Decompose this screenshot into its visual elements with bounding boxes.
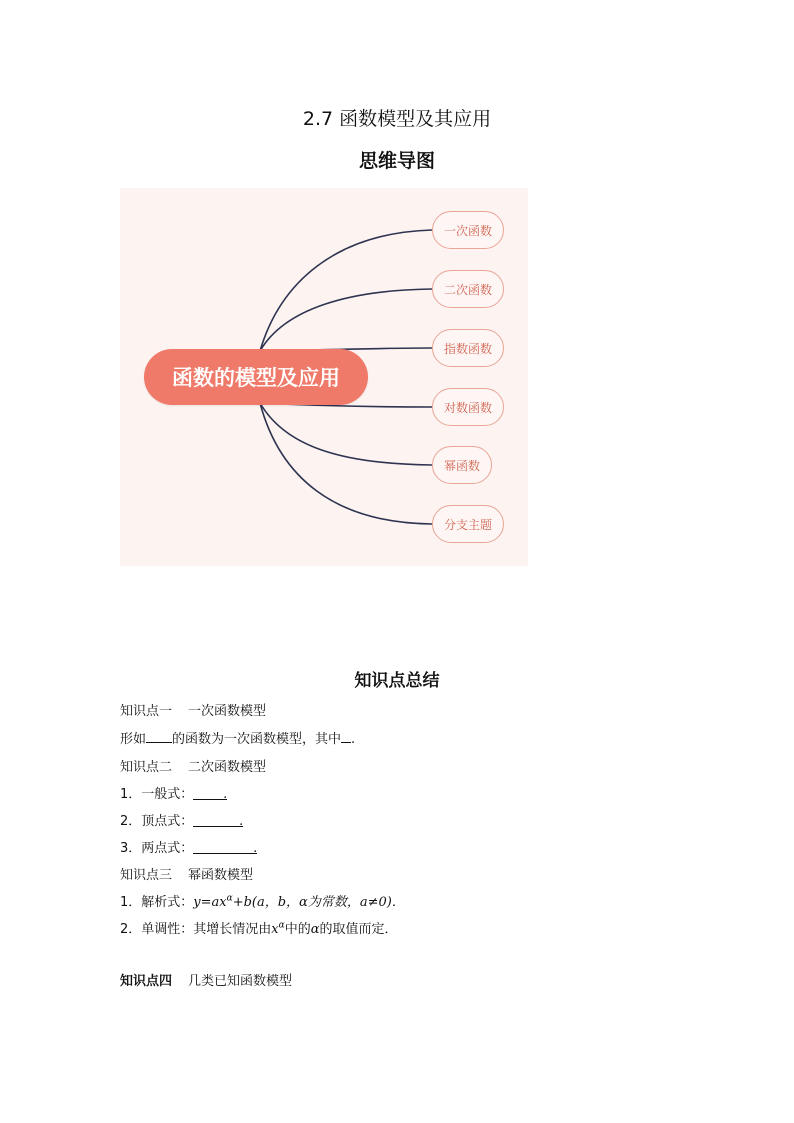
k3-item-1: 1．解析式：$y=ax^\alpha+b(a$，b，α为常数，a≠0)． <box>120 893 405 910</box>
k2-item-1: 1．一般式： . <box>120 787 228 802</box>
blank: . <box>193 814 243 827</box>
connector-5 <box>260 403 432 465</box>
branch-power: 幂函数 <box>432 446 492 484</box>
k2-item-3: 3．两点式： . <box>120 841 258 856</box>
branch-topic: 分支主题 <box>432 505 504 543</box>
k3-item-2: 2．单调性：其增长情况由$x^\alpha$中的α的取值而定． <box>120 920 398 937</box>
central-topic: 函数的模型及应用 <box>144 349 368 405</box>
k2-heading: 知识点二 二次函数模型 <box>120 760 267 775</box>
branch-linear: 一次函数 <box>432 211 504 249</box>
blank: . <box>193 787 227 800</box>
branch-exponential: 指数函数 <box>432 329 504 367</box>
k1-text: 形如 的函数为一次函数模型，其中 . <box>120 732 356 747</box>
k3-heading: 知识点三 幂函数模型 <box>120 868 254 883</box>
branch-quadratic: 二次函数 <box>432 270 504 308</box>
blank: . <box>193 841 257 854</box>
mind-map <box>120 188 528 566</box>
page-title: 2.7 函数模型及其应用 <box>302 108 492 130</box>
blank <box>146 730 172 743</box>
branch-logarithmic: 对数函数 <box>432 388 504 426</box>
blank <box>341 730 351 743</box>
k4-heading: 知识点四 几类已知函数模型 <box>120 974 293 989</box>
k2-item-2: 2．顶点式： . <box>120 814 244 829</box>
mindmap-heading: 思维导图 <box>358 150 435 172</box>
summary-heading: 知识点总结 <box>354 671 440 691</box>
k1-heading: 知识点一 一次函数模型 <box>120 704 267 719</box>
